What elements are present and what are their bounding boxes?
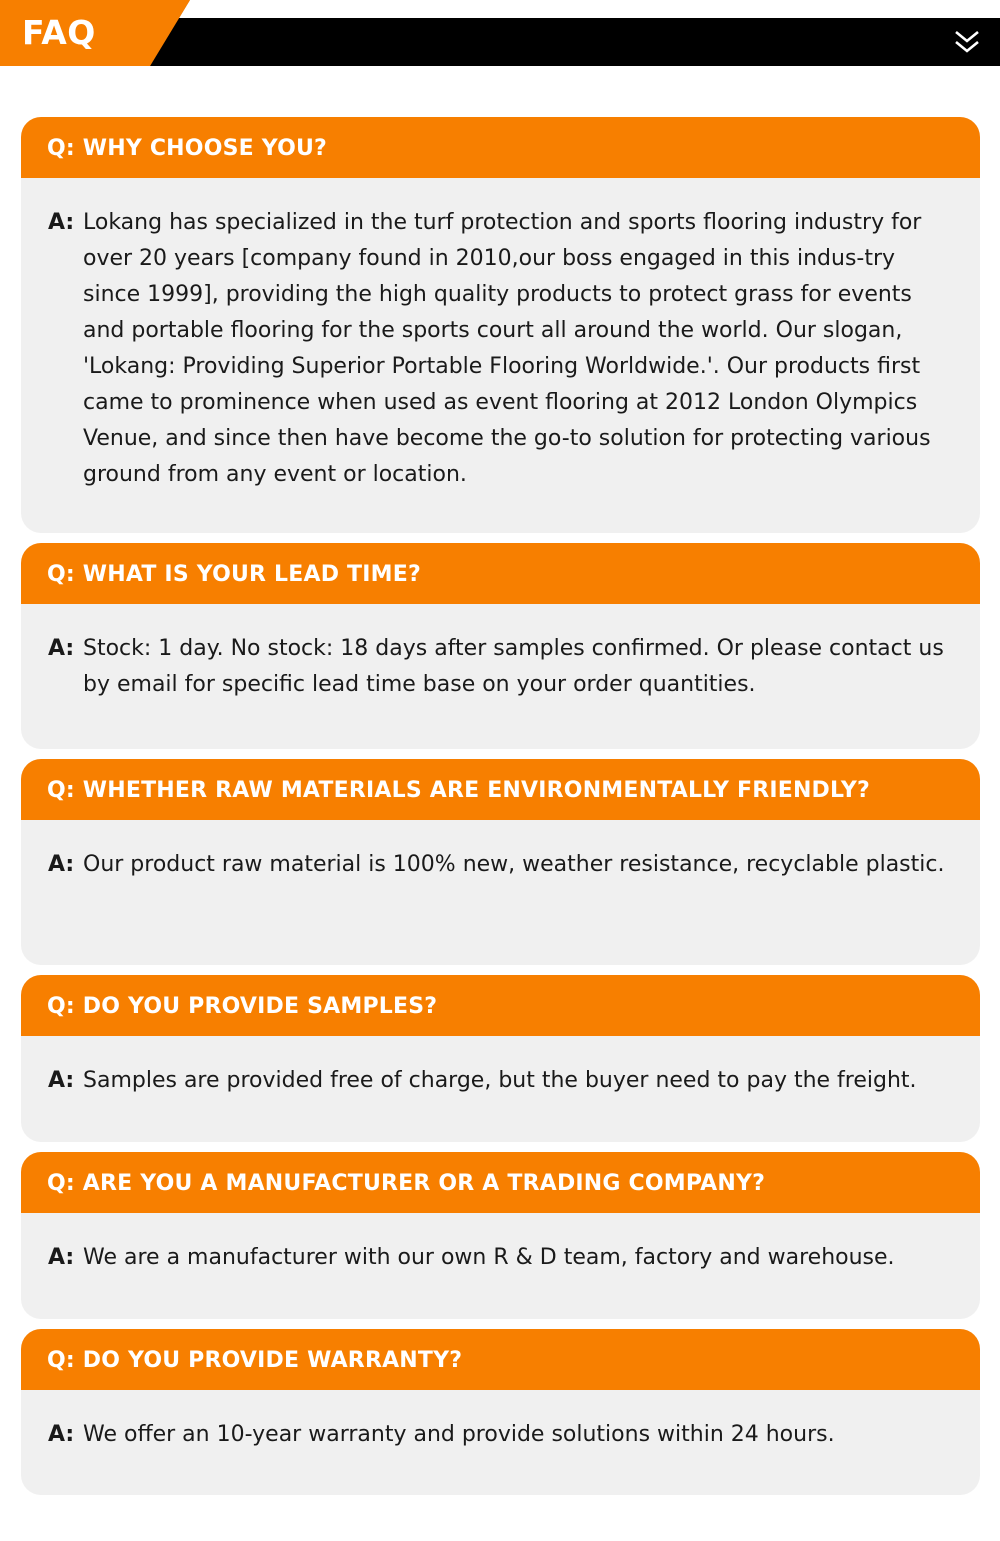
faq-item: [21, 1152, 980, 1319]
faq-question[interactable]: [21, 1329, 980, 1390]
faq-answer: [21, 178, 980, 493]
faq-answer: [21, 604, 980, 703]
answer-prefix: A:: [48, 1068, 75, 1093]
faq-item: [21, 759, 980, 965]
question-text: DO YOU PROVIDE SAMPLES?: [82, 994, 438, 1019]
faq-question[interactable]: [21, 759, 980, 820]
question-text: WHETHER RAW MATERIALS ARE ENVIRONMENTALLY FRIENDLY?: [82, 778, 870, 803]
faq-question[interactable]: [21, 1152, 980, 1213]
double-chevron-down-icon[interactable]: [953, 28, 981, 56]
answer-prefix: A:: [48, 636, 75, 661]
answer-prefix: A:: [48, 1422, 75, 1447]
faq-item: [21, 975, 980, 1142]
faq-header: [0, 0, 1000, 66]
faq-answer: [21, 1390, 980, 1453]
question-text: DO YOU PROVIDE WARRANTY?: [82, 1348, 463, 1373]
answer-text: Samples are provided free of charge, but the buyer need to pay the freight.: [83, 1068, 917, 1093]
answer-text: We offer an 10-year warranty and provide solutions within 24 hours.: [83, 1422, 835, 1447]
faq-answer: [21, 1213, 980, 1276]
faq-question[interactable]: [21, 117, 980, 178]
answer-prefix: A:: [48, 210, 75, 235]
answer-prefix: A:: [48, 1245, 75, 1270]
faq-answer: [21, 820, 980, 883]
faq-item: [21, 117, 980, 533]
page-title: FAQ: [22, 13, 96, 52]
header-bar: [150, 18, 1000, 66]
faq-question[interactable]: [21, 975, 980, 1036]
question-prefix: Q:: [47, 136, 75, 161]
faq-list: [21, 117, 980, 1505]
question-prefix: Q:: [47, 778, 75, 803]
question-prefix: Q:: [47, 562, 75, 587]
faq-answer: [21, 1036, 980, 1099]
question-prefix: Q:: [47, 1348, 75, 1373]
question-text: ARE YOU A MANUFACTURER OR A TRADING COMPANY?: [82, 1171, 766, 1196]
question-text: WHY CHOOSE YOU?: [82, 136, 328, 161]
faq-question[interactable]: [21, 543, 980, 604]
answer-prefix: A:: [48, 852, 75, 877]
question-prefix: Q:: [47, 994, 75, 1019]
question-prefix: Q:: [47, 1171, 75, 1196]
faq-item: [21, 543, 980, 749]
answer-text: Our product raw material is 100% new, weather resistance, recyclable plastic.: [83, 852, 945, 877]
faq-item: [21, 1329, 980, 1495]
answer-text: Stock: 1 day. No stock: 18 days after samples confirmed. Or please contact us by email for specific lead time base on your order quantities.: [83, 636, 944, 697]
answer-text: Lokang has specialized in the turf protection and sports flooring industry for over 20 years [company found in 2010,our boss engaged in this indus-try since 1999], providing the high quality products to protect grass for events and portable flooring for the sports court all around the world. Our slogan, 'Lokang: Providing Superior Portable Flooring Worldwide.'. Our products first came to prominence when used as event flooring at 2012 London Olympics Venue, and since then have become the go-to solution for protecting various ground from any event or location.: [83, 210, 931, 487]
answer-text: We are a manufacturer with our own R & D team, factory and warehouse.: [83, 1245, 895, 1270]
question-text: WHAT IS YOUR LEAD TIME?: [82, 562, 421, 587]
